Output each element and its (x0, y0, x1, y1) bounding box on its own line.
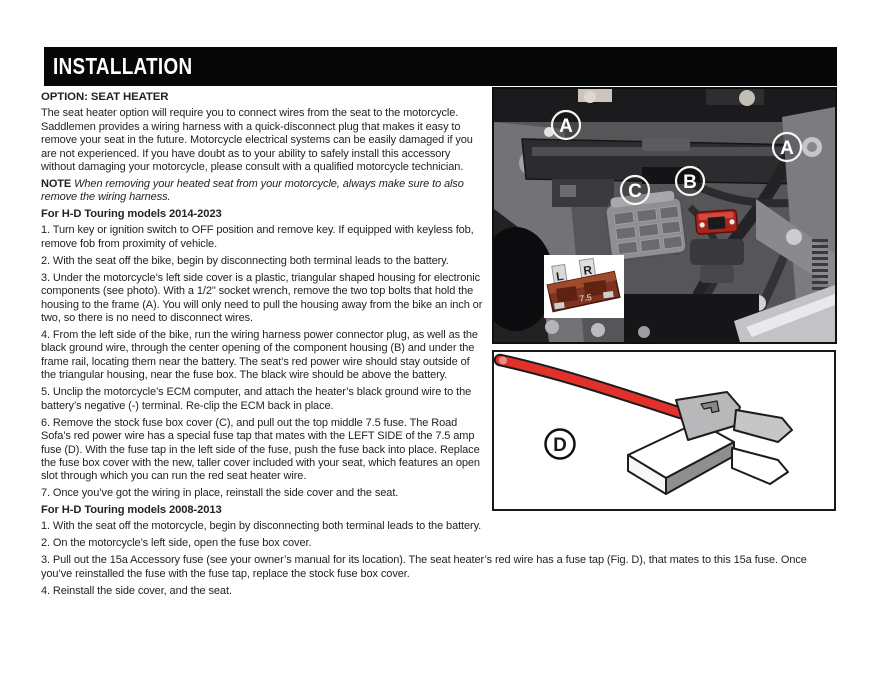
option-heading: OPTION: SEAT HEATER (41, 91, 169, 103)
fuse-blade-right-label: R (582, 262, 593, 278)
step-2008-1: 1. With the seat off the motorcycle, begin by disconnecting both terminal leads to the battery. (41, 520, 482, 533)
note-label: NOTE (41, 178, 72, 191)
callout-d-letter: D (553, 435, 567, 456)
drawing-figure (492, 350, 836, 511)
fuse-rating-label: 7.5 (578, 292, 593, 304)
callout-d (546, 430, 575, 459)
motorcycle-housing-photo (494, 89, 835, 342)
callout-a-left (552, 111, 580, 139)
callout-a-left-letter: A (559, 116, 573, 137)
fuse-blade-left-label: L (555, 268, 565, 284)
step-2008-3: 3. Pull out the 15a Accessory fuse (see your owner’s manual for its location). The seat heater’s red wire has a fuse tap (Fig. D), that mates to this 15a fuse. Once you’ve reinstalled the fuse with the fuse tap, replace the stock fuse box cover. (41, 554, 807, 580)
callout-c-letter: C (628, 181, 642, 202)
content-area (41, 91, 837, 602)
fuse-tap-drawing (494, 352, 834, 509)
callout-c (621, 176, 649, 204)
note-text: When removing your heated seat from your motorcycle, always make sure to also remove the wiring harness. (41, 178, 464, 204)
step-2008-2: 2. On the motorcycle’s left side, open the fuse box cover. (41, 537, 312, 550)
figure-column (492, 87, 837, 511)
intro-paragraph: The seat heater option will require you to connect wires from the seat to the motorcycle. Saddlemen provides a wiring harness with a quick-disconnect plug that makes it easy to remove your seat in the future. Motorcycle electrical systems can be easily damaged if you are not experienced. If you have doubt as to your ability to safely install this accessory without damaging your motorcycle, please consult with a qualified motorcycle technician. (41, 107, 473, 174)
page-title: INSTALLATION (53, 53, 193, 79)
callout-b (676, 167, 704, 195)
title-bar (44, 47, 837, 86)
section-heading-2014-2023: For H-D Touring models 2014-2023 (41, 208, 222, 221)
step-2014-7: 7. Once you’ve got the wiring in place, reinstall the side cover and the seat. (41, 487, 399, 500)
red-connector (695, 210, 737, 235)
fuse-inset (544, 255, 624, 318)
step-2014-2: 2. With the seat off the bike, begin by disconnecting both terminal leads to the battery. (41, 254, 449, 267)
step-2014-3: 3. Under the motorcycle’s left side cover is a plastic, triangular shaped housing for electronic components (see photo). With a 1/2" socket wrench, remove the two top bolts that hold the housing to the frame (A). You will only need to pull the housing away from the bike an inch or two, so there is no need to disconnect wires. (41, 271, 483, 325)
step-2014-6: 6. Remove the stock fuse box cover (C), and pull out the top middle 7.5 fuse. The Road Sofa’s red power wire has a special fuse tap that mates with the LEFT SIDE of the 7.5 amp fuse (D). With the fuse tap in the left side of the fuse, push the fuse back into place. Replace the fuse box cover with the new, taller cover included with your seat, which features an open slot through which you can run the red seat heater wire. (41, 416, 480, 483)
photo-figure (492, 87, 837, 344)
step-2014-5: 5. Unclip the motorcycle’s ECM computer, and attach the heater’s black ground wire to the battery’s negative (-) terminal. Re-clip the ECM back in place. (41, 386, 472, 412)
callout-a-right (773, 133, 801, 161)
step-2008-4: 4. Reinstall the side cover, and the seat. (41, 584, 232, 597)
step-2014-1: 1. Turn key or ignition switch to OFF position and remove key. If equipped with keyless fob, remove fob from proximity of vehicle. (41, 224, 474, 250)
callout-b-letter: B (683, 172, 697, 193)
section-heading-2008-2013: For H-D Touring models 2008-2013 (41, 504, 222, 517)
step-2014-4: 4. From the left side of the bike, run the wiring harness power connector plug, as well as the black ground wire, through the center opening of the component housing (B) and under the frame rail, locating them near the battery. The seat’s red power wire should stay outside of the triangular housing, near the fuse box. The black wire should be above the battery. (41, 329, 478, 382)
callout-a-right-letter: A (780, 138, 794, 159)
